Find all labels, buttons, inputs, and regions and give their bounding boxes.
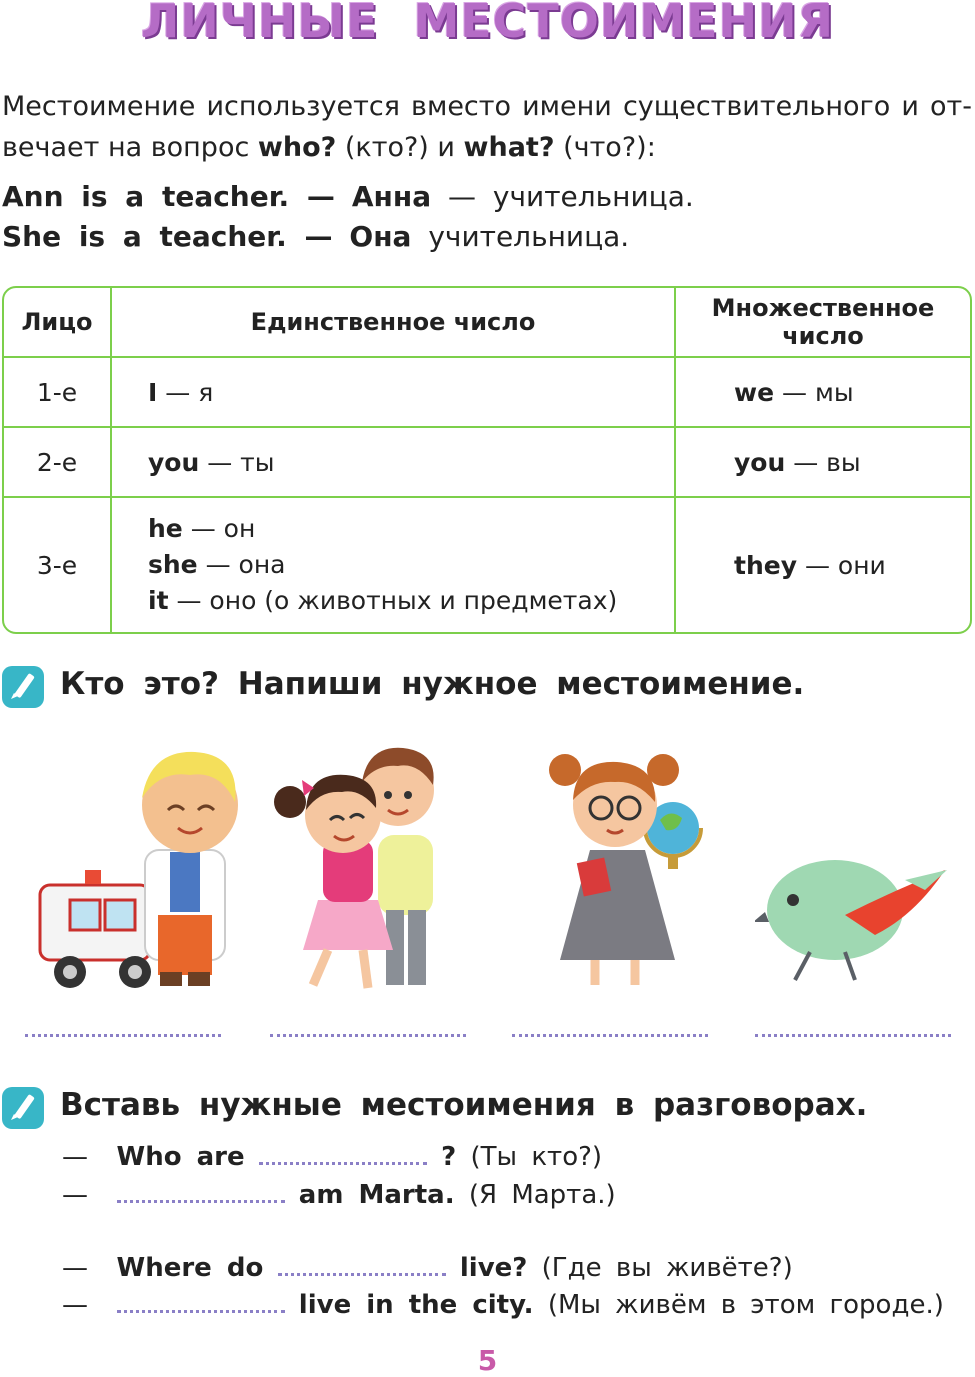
singular-cell: I — я [112, 358, 676, 428]
plural-cell: you — вы [676, 428, 970, 498]
task-2-heading: Вставь нужные местоимения в разговорах. [60, 1087, 868, 1123]
answer-blank[interactable] [278, 1255, 446, 1276]
dancing-couple-illustration [268, 740, 458, 995]
dialogue-line-1: — Who are ? (Ты кто?) [62, 1142, 603, 1172]
page-number: 5 [477, 1344, 498, 1377]
header-person: Лицо [4, 288, 112, 358]
bird-illustration [755, 740, 950, 995]
person-cell: 1-е [4, 358, 112, 428]
example-line-2: She is a teacher. — Она учительница. [2, 220, 630, 253]
answer-line-3[interactable] [512, 1022, 708, 1037]
dialogue-line-3: — Where do live? (Где вы живёте?) [62, 1253, 793, 1283]
answer-blank[interactable] [117, 1182, 285, 1203]
intro-text: Местоимение используется вместо имени существительного и отвечает на вопрос who? (кто?) и what? (что?): [2, 91, 972, 163]
example-line-1: Ann is a teacher. — Анна — учительница. [2, 180, 694, 213]
answer-line-1[interactable] [25, 1022, 221, 1037]
boy-doctor-illustration [30, 740, 240, 995]
person-cell: 3-е [4, 498, 112, 632]
singular-cell: you — ты [112, 428, 676, 498]
answer-line-2[interactable] [270, 1022, 466, 1037]
pencil-icon [2, 1087, 44, 1129]
table-row [4, 428, 970, 498]
person-cell: 2-е [4, 428, 112, 498]
table-row [4, 358, 970, 428]
plural-cell: they — они [734, 550, 886, 580]
girl-with-globe-illustration [535, 740, 720, 995]
answer-line-4[interactable] [755, 1022, 951, 1037]
dialogue-line-4: — live in the city. (Мы живём в этом городе.) [62, 1290, 944, 1320]
page-title: ЛИЧНЫЕ МЕСТОИМЕНИЯ [140, 0, 835, 48]
plural-cell: we — мы [676, 358, 970, 428]
pencil-icon [2, 666, 44, 708]
answer-blank[interactable] [259, 1144, 427, 1165]
header-plural: Множественное число [676, 288, 970, 358]
table-row [4, 498, 970, 632]
answer-blank[interactable] [117, 1292, 285, 1313]
dialogue-line-2: — am Marta. (Я Марта.) [62, 1180, 616, 1210]
singular-cell: he — он she — она it — оно (о животных и предметах) [112, 498, 676, 632]
header-singular: Единственное число [112, 288, 676, 358]
pronoun-table [2, 286, 972, 634]
task-1-heading: Кто это? Напиши нужное местоимение. [60, 666, 805, 702]
